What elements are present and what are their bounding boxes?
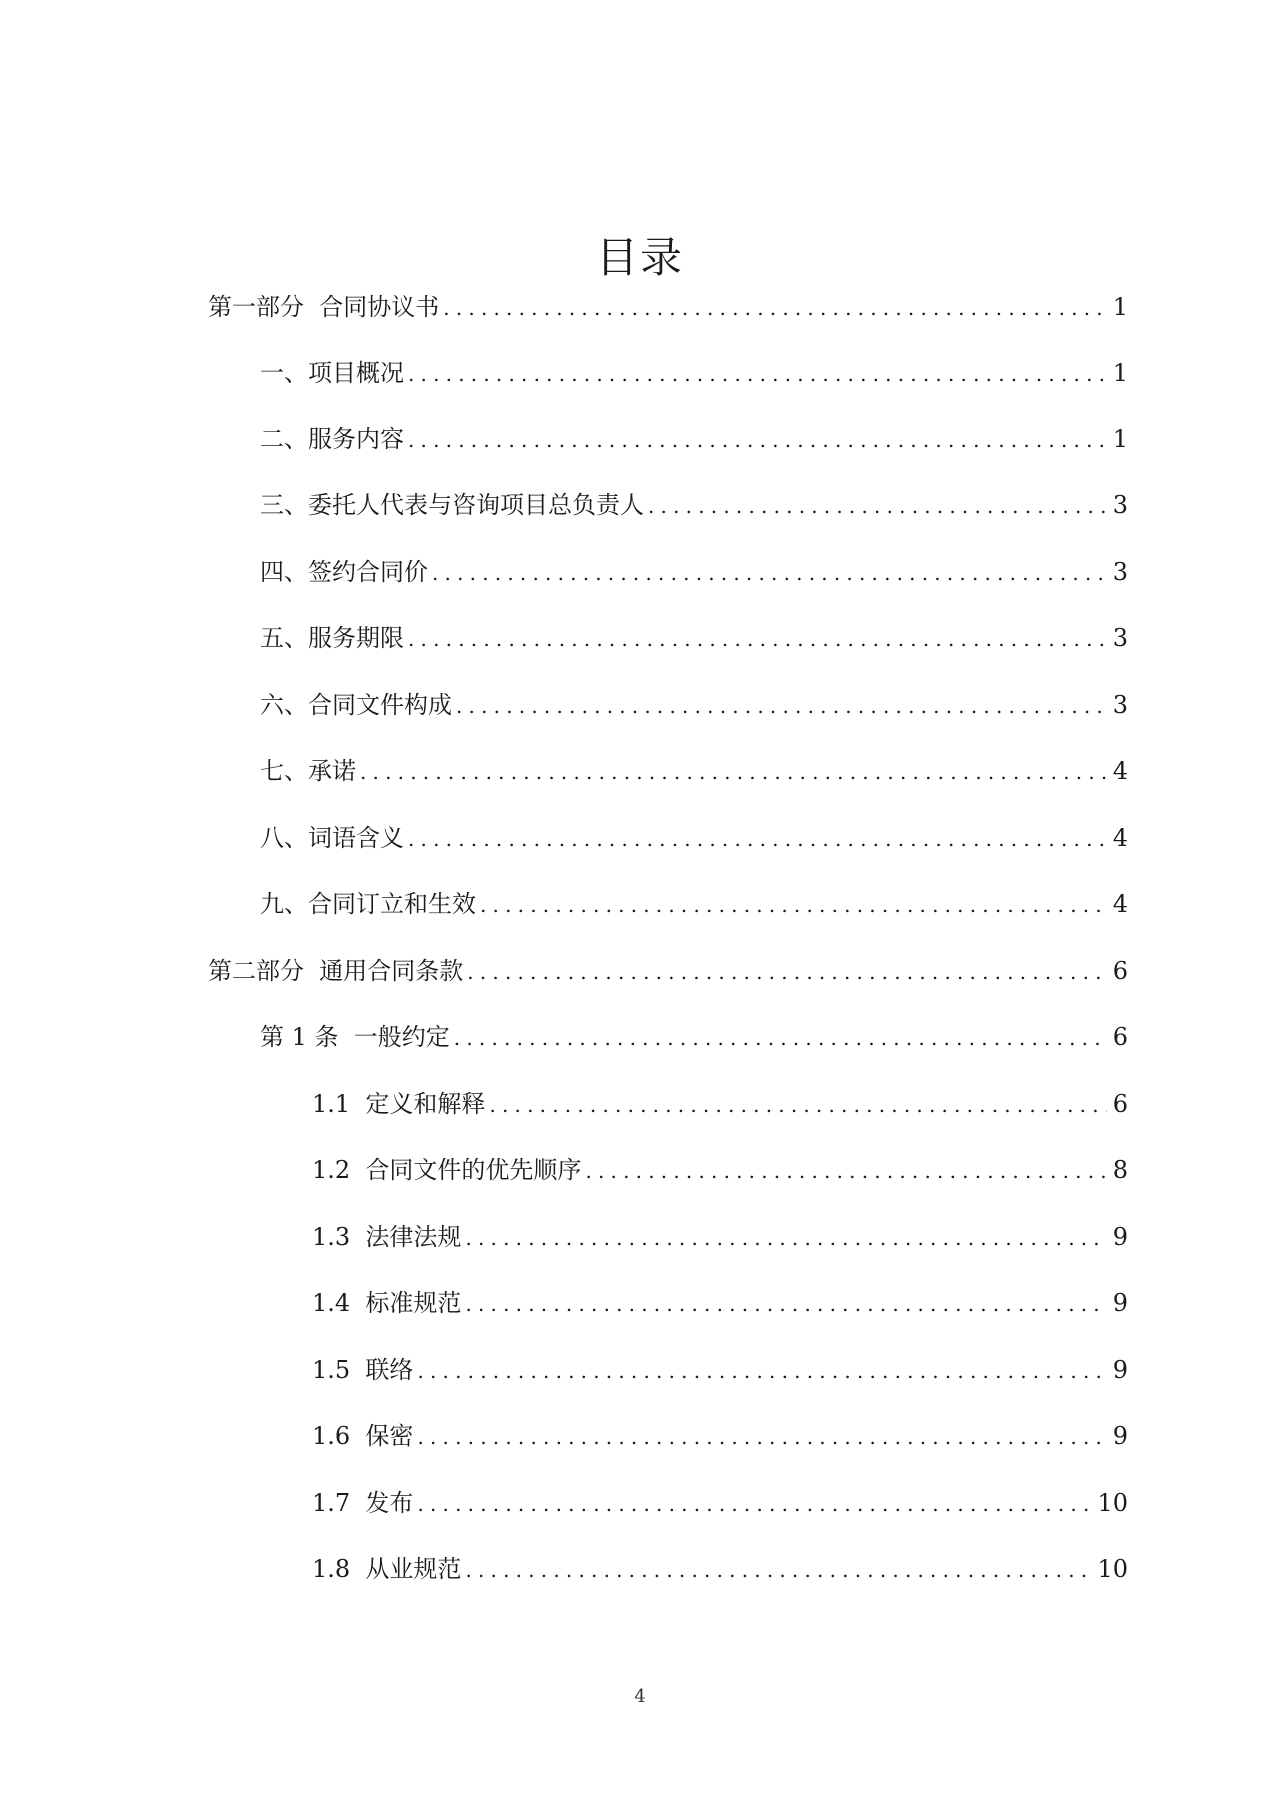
toc-dot-leader	[585, 1151, 1106, 1191]
toc-entry-label: 1.4 标准规范	[312, 1289, 462, 1317]
toc-entry-page: 8	[1112, 1156, 1128, 1184]
toc-entry-page: 6	[1112, 1023, 1128, 1051]
toc-entry-label: 第一部分 合同协议书	[208, 293, 440, 321]
toc-entry-label: 1.8 从业规范	[312, 1555, 462, 1583]
toc-entry-part-1[interactable]	[208, 287, 1128, 327]
toc-dot-leader	[408, 819, 1107, 859]
toc-entry-1-2[interactable]	[312, 1150, 1128, 1190]
toc-entry-page: 1	[1112, 293, 1128, 321]
toc-entry-page: 6	[1112, 1090, 1128, 1118]
toc-entry-page: 1	[1112, 425, 1128, 453]
toc-entry-label: 二、服务内容	[260, 425, 404, 453]
toc-entry-1-8[interactable]	[312, 1549, 1128, 1589]
toc-entry-page: 3	[1112, 624, 1128, 652]
toc-dot-leader	[408, 619, 1107, 659]
toc-entry-contract-price[interactable]	[260, 552, 1128, 592]
toc-dot-leader	[465, 1284, 1106, 1324]
toc-dot-leader	[360, 752, 1107, 792]
toc-entry-service-content[interactable]	[260, 419, 1128, 459]
toc-dot-leader	[454, 1018, 1107, 1058]
toc-entry-label: 1.3 法律法规	[312, 1223, 462, 1251]
toc-entry-label: 第二部分 通用合同条款	[208, 957, 464, 985]
toc-entry-part-2[interactable]	[208, 951, 1128, 991]
toc-entry-page: 4	[1112, 890, 1128, 918]
toc-entry-page: 4	[1112, 824, 1128, 852]
toc-entry-definitions[interactable]	[260, 818, 1128, 858]
toc-dot-leader	[648, 486, 1107, 526]
toc-entry-page: 6	[1112, 957, 1128, 985]
toc-dot-leader	[456, 686, 1107, 726]
toc-entry-label: 一、项目概况	[260, 359, 404, 387]
toc-entry-article-1[interactable]	[260, 1017, 1128, 1057]
toc-entry-page: 3	[1112, 691, 1128, 719]
toc-entry-label: 1.6 保密	[312, 1422, 414, 1450]
toc-entry-label: 三、委托人代表与咨询项目总负责人	[260, 491, 644, 519]
toc-entry-label: 1.5 联络	[312, 1356, 414, 1384]
toc-entry-page: 3	[1112, 491, 1128, 519]
toc-dot-leader	[417, 1484, 1091, 1524]
toc-entry-1-3[interactable]	[312, 1217, 1128, 1257]
toc-entry-label: 八、词语含义	[260, 824, 404, 852]
toc-entry-page: 3	[1112, 558, 1128, 586]
toc-entry-commitment[interactable]	[260, 751, 1128, 791]
toc-dot-leader	[408, 354, 1107, 394]
toc-entry-label: 七、承诺	[260, 757, 356, 785]
toc-dot-leader	[465, 1218, 1106, 1258]
toc-entry-label: 第 1 条 一般约定	[260, 1023, 450, 1051]
toc-dot-leader	[443, 288, 1106, 328]
toc-entry-page: 1	[1112, 359, 1128, 387]
toc-entry-label: 1.1 定义和解释	[312, 1090, 486, 1118]
page-number: 4	[634, 1686, 646, 1707]
page-title: 目录	[595, 233, 684, 282]
toc-entry-page: 9	[1112, 1356, 1128, 1384]
toc-dot-leader	[408, 420, 1107, 460]
toc-dot-leader	[417, 1351, 1106, 1391]
toc-dot-leader	[480, 885, 1107, 925]
toc-dot-leader	[432, 553, 1107, 593]
toc-entry-service-period[interactable]	[260, 618, 1128, 658]
toc-entry-1-7[interactable]	[312, 1483, 1128, 1523]
toc-entry-page: 9	[1112, 1223, 1128, 1251]
toc-entry-page: 10	[1097, 1555, 1128, 1583]
toc-dot-leader	[465, 1550, 1091, 1590]
toc-entry-1-1[interactable]	[312, 1084, 1128, 1124]
toc-entry-label: 六、合同文件构成	[260, 691, 452, 719]
toc-entry-label: 四、签约合同价	[260, 558, 428, 586]
toc-entry-label: 五、服务期限	[260, 624, 404, 652]
toc-entry-page: 4	[1112, 757, 1128, 785]
toc-entry-project-overview[interactable]	[260, 353, 1128, 393]
toc-entry-representatives[interactable]	[260, 485, 1128, 525]
toc-entry-label: 九、合同订立和生效	[260, 890, 476, 918]
toc-dot-leader	[417, 1417, 1106, 1457]
toc-entry-effectiveness[interactable]	[260, 884, 1128, 924]
toc-entry-contract-documents[interactable]	[260, 685, 1128, 725]
toc-entry-1-4[interactable]	[312, 1283, 1128, 1323]
toc-entry-label: 1.2 合同文件的优先顺序	[312, 1156, 582, 1184]
toc-dot-leader	[467, 952, 1106, 992]
toc-entry-1-6[interactable]	[312, 1416, 1128, 1456]
toc-entry-page: 10	[1097, 1489, 1128, 1517]
toc-entry-1-5[interactable]	[312, 1350, 1128, 1390]
toc-dot-leader	[489, 1085, 1106, 1125]
toc-entry-page: 9	[1112, 1289, 1128, 1317]
toc-entry-label: 1.7 发布	[312, 1489, 414, 1517]
toc-entry-page: 9	[1112, 1422, 1128, 1450]
